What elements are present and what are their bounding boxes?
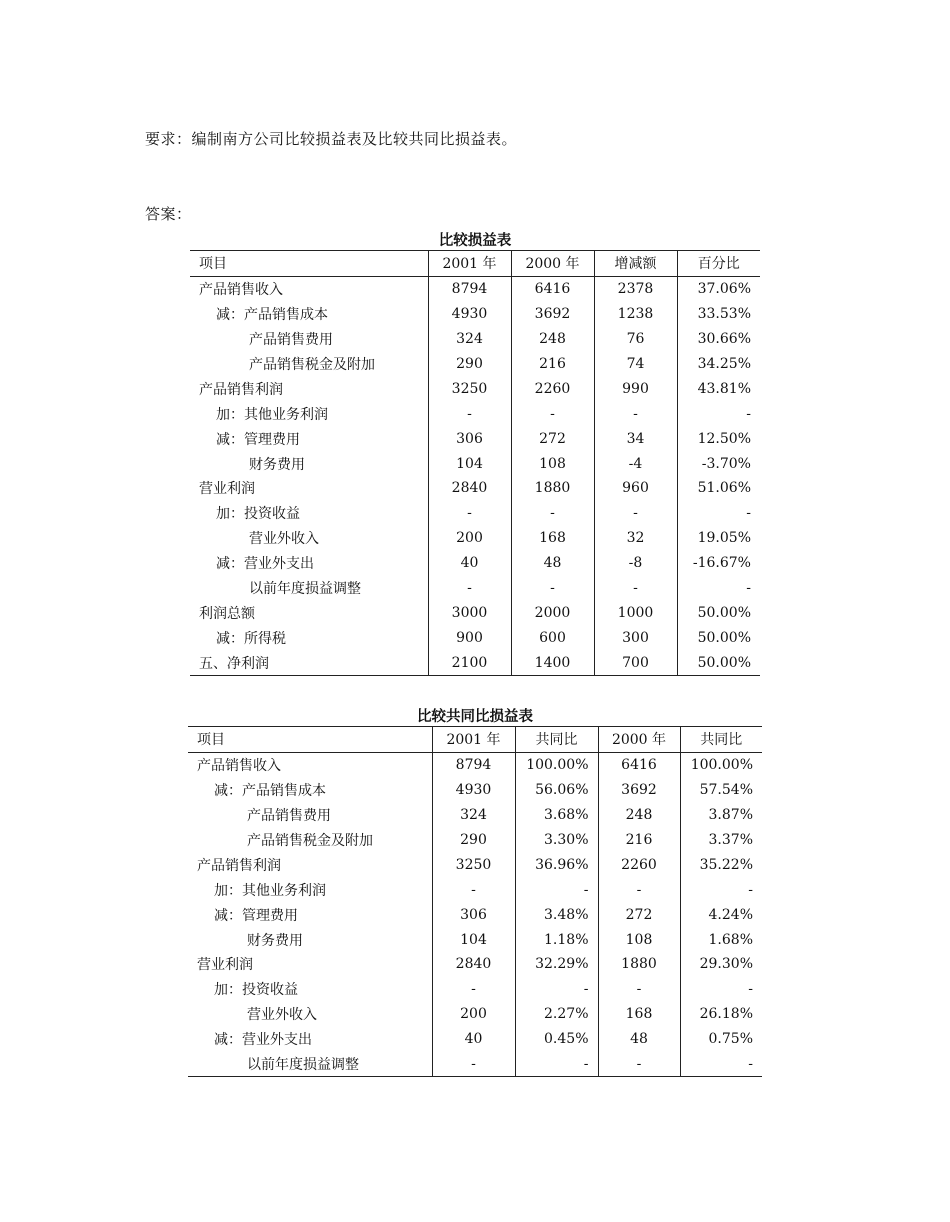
row-item-label: 营业利润 [197, 957, 253, 974]
row-value-cell: 32.29% [515, 952, 598, 977]
row-item-label: 财务费用 [247, 932, 303, 949]
table1-title: 比较损益表 [438, 233, 512, 249]
table-row [190, 600, 760, 625]
row-value-cell: 43.81% [677, 376, 760, 401]
row-value-cell: 1000 [594, 600, 677, 625]
row-item-label: 营业外收入 [247, 1007, 317, 1024]
row-value-cell: 8794 [428, 276, 511, 301]
table2-header-row [188, 727, 762, 753]
row-value-cell: - [432, 1052, 515, 1077]
row-value-cell: 2.27% [515, 1002, 598, 1027]
table-row [190, 551, 760, 576]
table-row [190, 401, 760, 426]
row-value-cell: 1.18% [515, 927, 598, 952]
row-item-label: 产品销售费用 [247, 808, 331, 825]
row-value-cell: 36.96% [515, 852, 598, 877]
row-value-cell: 2260 [598, 852, 680, 877]
row-item-label: 减：产品销售成本 [216, 307, 328, 324]
row-value-cell: 900 [428, 625, 511, 650]
table2-header-2001: 2001 年 [432, 727, 515, 753]
row-value-cell: 216 [598, 828, 680, 853]
row-value-cell: - [598, 877, 680, 902]
row-value-cell: 3.30% [515, 828, 598, 853]
row-value-cell: - [428, 576, 511, 601]
table-row [188, 752, 762, 777]
row-value-cell: 2000 [511, 600, 594, 625]
row-value-cell: 2840 [428, 476, 511, 501]
row-item-label: 减：管理费用 [214, 907, 298, 924]
row-value-cell: 6416 [511, 276, 594, 301]
row-value-cell: - [432, 877, 515, 902]
row-value-cell: 12.50% [677, 426, 760, 451]
row-value-cell: 248 [511, 327, 594, 352]
row-value-cell: 200 [428, 526, 511, 551]
row-value-cell: 57.54% [680, 778, 762, 803]
row-value-cell: 50.00% [677, 650, 760, 675]
row-value-cell: 3692 [511, 302, 594, 327]
row-value-cell: 104 [432, 927, 515, 952]
table-row [190, 302, 760, 327]
row-value-cell: 2100 [428, 650, 511, 675]
row-value-cell: 74 [594, 352, 677, 377]
table-row [190, 476, 760, 501]
row-value-cell: 100.00% [515, 752, 598, 777]
row-value-cell: 3.68% [515, 803, 598, 828]
row-value-cell: 26.18% [680, 1002, 762, 1027]
row-value-cell: -3.70% [677, 451, 760, 476]
row-value-cell: - [680, 1052, 762, 1077]
row-value-cell: - [515, 1052, 598, 1077]
table1-header-percent: 百分比 [677, 251, 760, 277]
row-value-cell: 0.45% [515, 1027, 598, 1052]
row-item-label: 加：投资收益 [214, 982, 298, 999]
row-value-cell: 272 [511, 426, 594, 451]
row-value-cell: - [515, 877, 598, 902]
table-row [190, 576, 760, 601]
row-value-cell: - [432, 977, 515, 1002]
row-item-label: 产品销售税金及附加 [247, 833, 373, 849]
table1-header-row [190, 251, 760, 277]
row-value-cell: 324 [428, 327, 511, 352]
row-value-cell: - [511, 401, 594, 426]
row-item-label: 加：其他业务利润 [214, 882, 326, 899]
row-value-cell: 34.25% [677, 352, 760, 377]
table-row [188, 977, 762, 1002]
row-value-cell: 3250 [432, 852, 515, 877]
table-row [190, 327, 760, 352]
row-value-cell: 216 [511, 352, 594, 377]
row-item-label: 营业外收入 [249, 531, 319, 548]
row-value-cell: 600 [511, 625, 594, 650]
table-row [188, 1052, 762, 1077]
row-value-cell: 30.66% [677, 327, 760, 352]
row-value-cell: 272 [598, 902, 680, 927]
row-value-cell: 33.53% [677, 302, 760, 327]
table-row [190, 426, 760, 451]
row-value-cell: - [598, 1052, 680, 1077]
row-value-cell: 324 [432, 803, 515, 828]
row-value-cell: 4930 [432, 778, 515, 803]
row-value-cell: - [598, 977, 680, 1002]
table-row [190, 451, 760, 476]
table1-header-2000: 2000 年 [511, 251, 594, 277]
row-item-label: 以前年度损益调整 [249, 581, 361, 598]
table-row [188, 952, 762, 977]
row-value-cell: 76 [594, 327, 677, 352]
row-value-cell: 3250 [428, 376, 511, 401]
row-item-label: 产品销售收入 [197, 758, 281, 775]
table2-header-common-size-2001: 共同比 [515, 727, 598, 753]
row-item-label: 五、净利润 [190, 650, 428, 675]
table-row [188, 778, 762, 803]
row-value-cell: -16.67% [677, 551, 760, 576]
row-value-cell: 168 [511, 526, 594, 551]
row-item-label: 减：所得税 [216, 630, 286, 647]
table-row [190, 625, 760, 650]
row-value-cell: 1238 [594, 302, 677, 327]
table2-title: 比较共同比损益表 [417, 709, 533, 725]
row-value-cell: 8794 [432, 752, 515, 777]
row-value-cell: 40 [432, 1027, 515, 1052]
row-value-cell: 100.00% [680, 752, 762, 777]
table-row [188, 852, 762, 877]
row-value-cell: 51.06% [677, 476, 760, 501]
row-value-cell: 1400 [511, 650, 594, 675]
row-item-label: 产品销售税金及附加 [249, 357, 375, 373]
table-row [188, 877, 762, 902]
row-value-cell: 3.87% [680, 803, 762, 828]
row-value-cell: 50.00% [677, 625, 760, 650]
row-item-label: 产品销售利润 [199, 381, 283, 398]
row-value-cell: 1.68% [680, 927, 762, 952]
row-value-cell: 960 [594, 476, 677, 501]
row-value-cell: 300 [594, 625, 677, 650]
row-value-cell: - [594, 501, 677, 526]
row-value-cell: 2260 [511, 376, 594, 401]
row-value-cell: 32 [594, 526, 677, 551]
row-value-cell: 29.30% [680, 952, 762, 977]
row-item-label: 加：其他业务利润 [216, 406, 328, 423]
table1-header-item: 项目 [190, 251, 428, 277]
row-value-cell: 2378 [594, 276, 677, 301]
row-value-cell: - [677, 501, 760, 526]
row-item-label: 减：管理费用 [216, 431, 300, 448]
row-value-cell: 200 [432, 1002, 515, 1027]
row-value-cell: 700 [594, 650, 677, 675]
table-row [190, 501, 760, 526]
table-row [190, 376, 760, 401]
row-item-label: 财务费用 [249, 456, 305, 473]
table1-header-change: 增减额 [594, 251, 677, 277]
table-row [190, 276, 760, 301]
row-value-cell: 0.75% [680, 1027, 762, 1052]
row-value-cell: 50.00% [677, 600, 760, 625]
table-row [188, 803, 762, 828]
answer-label: 答案： [145, 205, 192, 223]
row-item-label: 产品销售费用 [249, 332, 333, 349]
row-value-cell: - [511, 501, 594, 526]
row-item-label: 利润总额 [199, 605, 255, 622]
row-value-cell: 248 [598, 803, 680, 828]
table2-header-common-size-2000: 共同比 [680, 727, 762, 753]
common-size-income-statement-table [188, 726, 762, 1077]
row-value-cell: 6416 [598, 752, 680, 777]
row-value-cell: 108 [598, 927, 680, 952]
row-value-cell: 290 [428, 352, 511, 377]
row-value-cell: - [680, 877, 762, 902]
row-value-cell: - [677, 576, 760, 601]
table-row [188, 1027, 762, 1052]
row-item-label: 产品销售收入 [199, 282, 283, 299]
row-value-cell: 3000 [428, 600, 511, 625]
row-value-cell: 108 [511, 451, 594, 476]
row-value-cell: 4930 [428, 302, 511, 327]
row-value-cell: 4.24% [680, 902, 762, 927]
row-item-label: 加：投资收益 [216, 506, 300, 523]
row-value-cell: 990 [594, 376, 677, 401]
row-value-cell: - [594, 401, 677, 426]
table-row [190, 352, 760, 377]
row-value-cell: 3.48% [515, 902, 598, 927]
table-row [188, 1002, 762, 1027]
row-value-cell: 306 [428, 426, 511, 451]
table2-header-item: 项目 [188, 727, 432, 753]
row-value-cell: - [428, 501, 511, 526]
row-value-cell: 290 [432, 828, 515, 853]
row-value-cell: 306 [432, 902, 515, 927]
row-value-cell: 1880 [598, 952, 680, 977]
row-item-label: 以前年度损益调整 [188, 1052, 432, 1077]
row-value-cell: - [428, 401, 511, 426]
row-value-cell: - [680, 977, 762, 1002]
requirement-text: 要求：编制南方公司比较损益表及比较共同比损益表。 [145, 130, 518, 148]
row-value-cell: -8 [594, 551, 677, 576]
row-value-cell: 35.22% [680, 852, 762, 877]
row-value-cell: 48 [598, 1027, 680, 1052]
row-value-cell: 34 [594, 426, 677, 451]
row-item-label: 减：营业外支出 [214, 1032, 312, 1049]
row-value-cell: 40 [428, 551, 511, 576]
table-row [188, 927, 762, 952]
row-value-cell: 2840 [432, 952, 515, 977]
row-value-cell: 37.06% [677, 276, 760, 301]
row-value-cell: - [515, 977, 598, 1002]
table1-header-2001: 2001 年 [428, 251, 511, 277]
table-row [190, 526, 760, 551]
row-item-label: 产品销售利润 [197, 857, 281, 874]
table-row [188, 828, 762, 853]
row-value-cell: 1880 [511, 476, 594, 501]
row-value-cell: 3692 [598, 778, 680, 803]
row-value-cell: 56.06% [515, 778, 598, 803]
comparative-income-statement-table [190, 250, 760, 676]
table-row [190, 650, 760, 675]
row-value-cell: -4 [594, 451, 677, 476]
row-value-cell: - [594, 576, 677, 601]
row-value-cell: 3.37% [680, 828, 762, 853]
row-value-cell: 104 [428, 451, 511, 476]
row-item-label: 减：营业外支出 [216, 556, 314, 573]
row-value-cell: 168 [598, 1002, 680, 1027]
table-row [188, 902, 762, 927]
row-item-label: 减：产品销售成本 [214, 783, 326, 800]
row-value-cell: 48 [511, 551, 594, 576]
table2-header-2000: 2000 年 [598, 727, 680, 753]
row-value-cell: - [677, 401, 760, 426]
row-value-cell: 19.05% [677, 526, 760, 551]
row-item-label: 营业利润 [199, 481, 255, 498]
row-value-cell: - [511, 576, 594, 601]
